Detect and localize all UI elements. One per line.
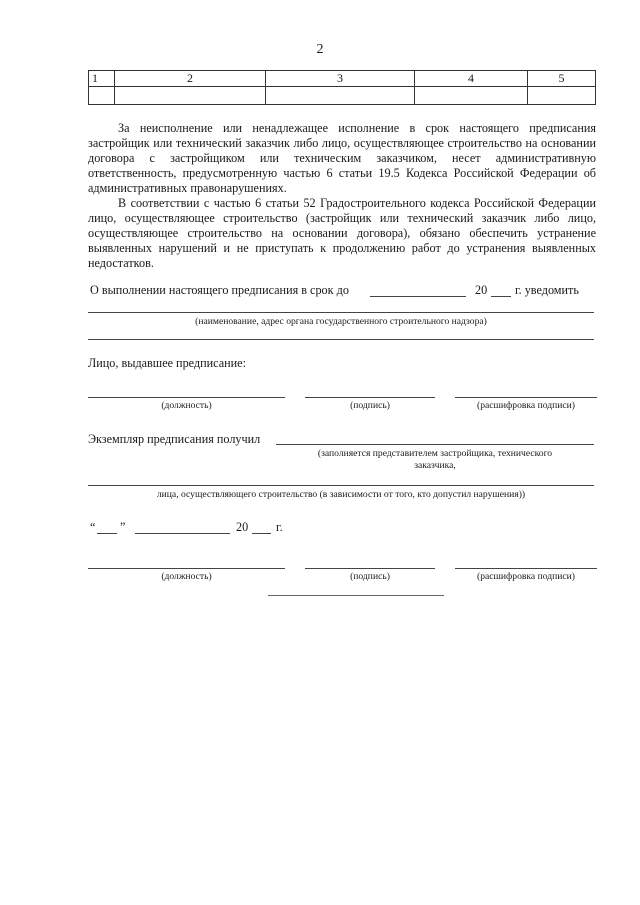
issuer-position-caption: (должность): [161, 400, 212, 411]
issuer-signature-caption: (подпись): [350, 400, 390, 411]
receipt-recipient-field[interactable]: [276, 444, 594, 445]
deadline-suffix: г. уведомить: [515, 283, 579, 297]
receipt-position-field[interactable]: [88, 568, 285, 569]
table-header-cell: 4: [415, 71, 528, 87]
receipt-caption-line3: лица, осуществляющего строительство (в зависимости от того, кто допустил нарушения)): [156, 489, 526, 500]
receipt-heading: Экземпляр предписания получил: [88, 432, 261, 446]
receipt-signature-field[interactable]: [305, 568, 435, 569]
table-row: [89, 87, 596, 105]
date-quote-close: ”: [120, 520, 126, 534]
paragraph-obligation: В соответствии с частью 6 статьи 52 Градостроительного кодекса Российской Федерации лицо, осуществляющее строительство (застройщик или технический заказчик либо лицо, осуществляющее строительство на основании договора), обязано обеспечить устранение выявленных нарушений и не приступать к продолжению работ до устранения выявленных недостатков.: [88, 196, 596, 270]
authority-caption: (наименование, адрес органа государственного строительного надзора): [195, 316, 487, 327]
receipt-caption-line2: заказчика,: [414, 460, 456, 471]
receipt-name-field[interactable]: [455, 568, 597, 569]
deadline-date-field[interactable]: [370, 296, 466, 297]
page-number: 2: [316, 42, 324, 57]
receipt-name-caption: (расшифровка подписи): [477, 571, 575, 582]
table-cell: [266, 87, 415, 105]
table-header-cell: 2: [115, 71, 266, 87]
receipt-caption-line1: (заполняется представителем застройщика, технического: [317, 448, 553, 459]
date-day-field[interactable]: [97, 533, 117, 534]
deadline-year-prefix: 20: [475, 283, 488, 297]
table-header-cell: 1: [89, 71, 115, 87]
date-suffix: г.: [276, 520, 283, 534]
notice-text: [88, 121, 596, 271]
table-cell: [115, 87, 266, 105]
table-header-cell: 5: [528, 71, 596, 87]
authority-line[interactable]: [88, 312, 594, 313]
receipt-recipient-field-2[interactable]: [88, 485, 594, 486]
receipt-position-caption: (должность): [161, 571, 212, 582]
table-cell: [528, 87, 596, 105]
paragraph-liability: За неисполнение или ненадлежащее исполнение в срок настоящего предписания застройщик или технический заказчик либо лицо, осуществляющее строительство на основании договора с застройщиком или техническим заказчиком, несет административную ответственность, предусмотренную частью 6 статьи 19.5 Кодекса Российской Федерации об административных правонарушениях.: [88, 121, 596, 195]
date-year-field[interactable]: [252, 533, 271, 534]
receipt-signature-caption: (подпись): [350, 571, 390, 582]
table-header-cell: 3: [266, 71, 415, 87]
authority-line-2[interactable]: [88, 339, 594, 340]
issuer-position-field[interactable]: [88, 397, 285, 398]
issuer-name-caption: (расшифровка подписи): [477, 400, 575, 411]
numbered-table: [88, 70, 596, 105]
issuer-heading: Лицо, выдавшее предписание:: [88, 356, 246, 370]
table-cell: [89, 87, 115, 105]
date-quote-open: “: [90, 520, 96, 534]
table-header-row: [89, 71, 596, 87]
date-month-field[interactable]: [135, 533, 230, 534]
issuer-name-field[interactable]: [455, 397, 597, 398]
deadline-year-field[interactable]: [491, 296, 511, 297]
end-divider: [268, 595, 444, 596]
issuer-signature-field[interactable]: [305, 397, 435, 398]
deadline-prefix: О выполнении настоящего предписания в срок до: [90, 283, 349, 297]
date-year-prefix: 20: [236, 520, 249, 534]
table-cell: [415, 87, 528, 105]
